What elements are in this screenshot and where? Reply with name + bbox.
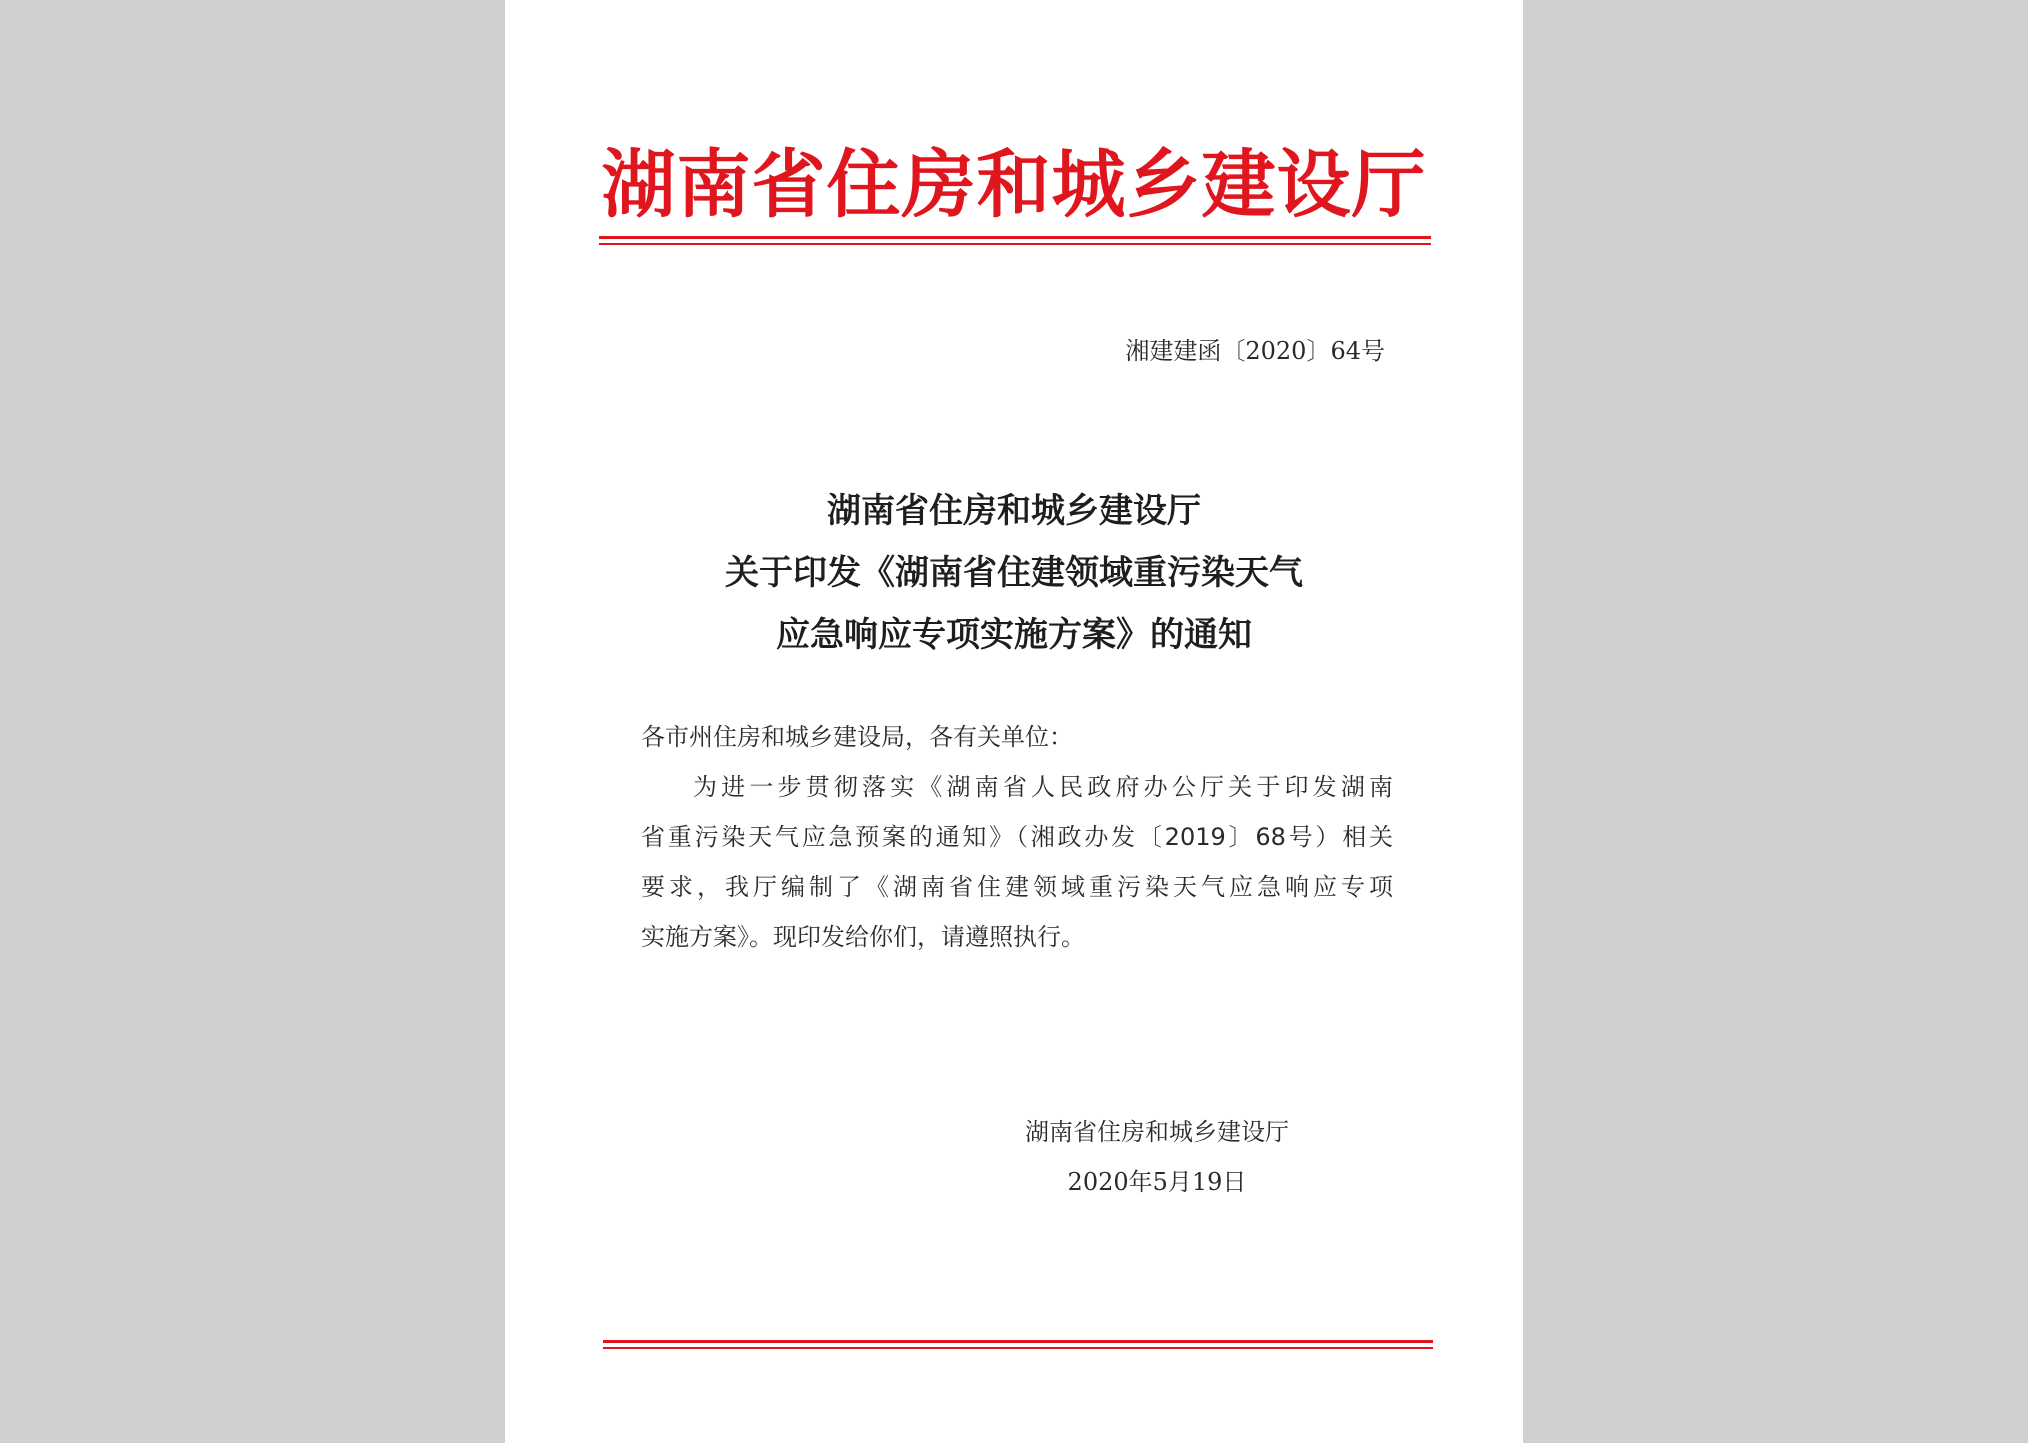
signature-org: 湖南省住房和城乡建设厅: [1025, 1118, 1289, 1146]
salutation: 各市州住房和城乡建设局，各有关单位：: [641, 723, 1073, 751]
letterhead-rule-top: [599, 236, 1431, 239]
footer-rule-bottom: [603, 1347, 1433, 1349]
document-title: [505, 480, 1523, 666]
body-line-1: 为进一步贯彻落实《湖南省人民政府办公厅关于印发湖南: [693, 773, 1393, 801]
document-body: [641, 712, 1393, 962]
document-number: 湘建建函〔2020〕64号: [1125, 337, 1385, 365]
letterhead-rule-bottom: [599, 243, 1431, 245]
body-line-3: 要求，我厅编制了《湖南省住建领域重污染天气应急响应专项: [641, 873, 1393, 901]
body-line-2: 省重污染天气应急预案的通知》（湘政办发〔2019〕68号）相关: [641, 823, 1393, 851]
letterhead-title: 湖南省住房和城乡建设厅: [601, 142, 1427, 228]
title-line-2: 关于印发《湖南省住建领域重污染天气: [725, 553, 1303, 593]
body-line-4: 实施方案》。现印发给你们，请遵照执行。: [641, 923, 1085, 951]
document-page: [505, 0, 1523, 1443]
title-line-1: 湖南省住房和城乡建设厅: [827, 491, 1201, 531]
title-line-3: 应急响应专项实施方案》的通知: [776, 615, 1252, 655]
footer-rule-top: [603, 1340, 1433, 1343]
signature-block: [992, 1107, 1322, 1207]
signature-date: 2020年5月19日: [1067, 1168, 1247, 1196]
